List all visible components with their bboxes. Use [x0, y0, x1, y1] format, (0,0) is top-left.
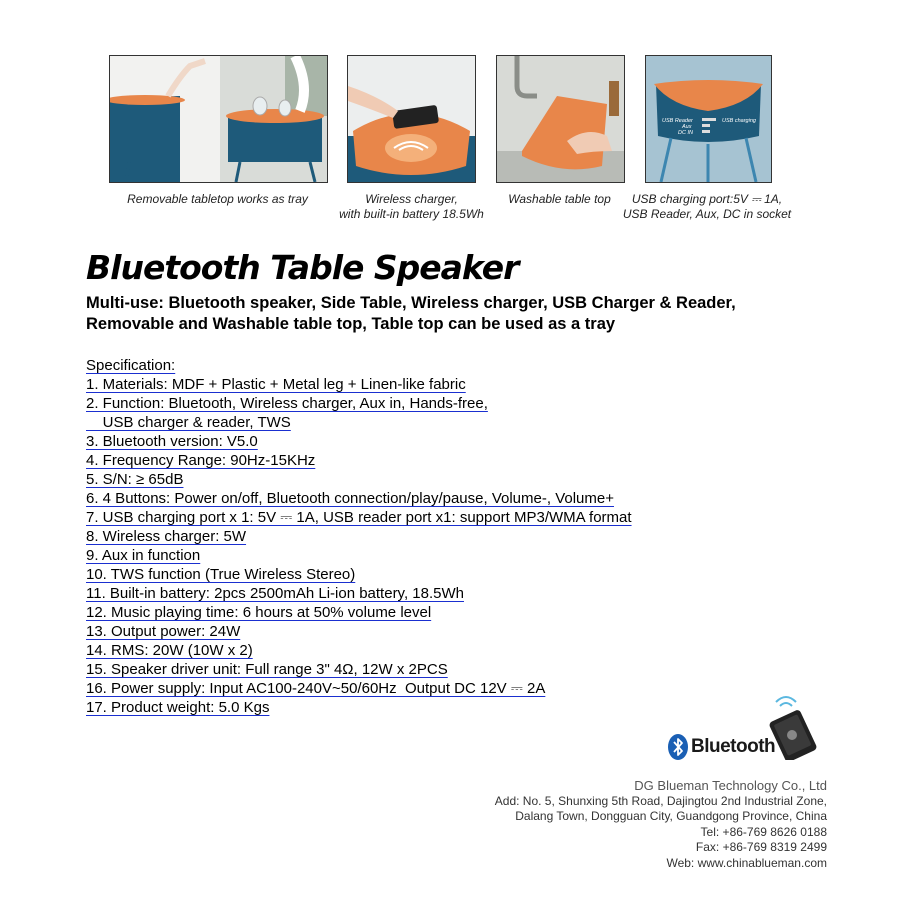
company-name: DG Blueman Technology Co., Ltd [634, 778, 827, 793]
spec-item: 2. Function: Bluetooth, Wireless charger, Aux in, Hands-free, [86, 395, 488, 412]
spec-item: 12. Music playing time: 6 hours at 50% volume level [86, 604, 432, 621]
photo-usb-ports [645, 55, 772, 183]
spec-item: 10. TWS function (True Wireless Stereo) [86, 566, 356, 583]
smartphone-music-icon [768, 690, 828, 760]
specification-list [86, 356, 686, 717]
bluetooth-wordmark: Bluetooth [691, 736, 776, 757]
spec-item: 11. Built-in battery: 2pcs 2500mAh Li-ion battery, 18.5Wh [86, 585, 464, 602]
page-subtitle: Multi-use: Bluetooth speaker, Side Table, Wireless charger, USB Charger & Reader, Removable and Washable table top, Table top can be used as a tray [86, 294, 736, 333]
spec-heading: Specification: [86, 357, 176, 374]
caption-washable-top: Washable table top [508, 192, 611, 206]
usb-reader-label: USB Reader [662, 118, 693, 124]
bluetooth-logo [668, 734, 775, 760]
bluetooth-rune-icon [668, 734, 688, 760]
spec-item: 8. Wireless charger: 5W [86, 528, 247, 545]
spec-item: 16. Power supply: Input AC100-240V~50/60Hz Output DC 12V ⎓ 2A [86, 680, 546, 697]
usb-charging-label: USB charging [722, 118, 756, 124]
spec-item: 14. RMS: 20W (10W x 2) [86, 642, 253, 659]
company-info [495, 778, 827, 871]
dc-in-label: DC IN [678, 130, 693, 136]
caption-wireless-charger: Wireless charger, with built-in battery 18.5Wh [339, 192, 484, 221]
photo-washable-top [496, 55, 625, 183]
spec-item: 17. Product weight: 5.0 Kgs [86, 699, 270, 716]
wireless-charger-illustration [348, 56, 475, 182]
spec-item: 15. Speaker driver unit: Full range 3" 4Ω, 12W x 2PCS [86, 661, 448, 678]
company-web[interactable]: Web: www.chinablueman.com [666, 855, 827, 870]
company-address-line1: Add: No. 5, Shunxing 5th Road, Dajingtou 2nd Industrial Zone, [494, 793, 827, 808]
photo-wireless-charger [347, 55, 476, 183]
washable-top-illustration [497, 56, 624, 182]
tray-usage-illustration [110, 56, 327, 182]
usb-ports-illustration [646, 56, 771, 182]
spec-item: 3. Bluetooth version: V5.0 [86, 433, 258, 450]
spec-item: USB charger & reader, TWS [86, 414, 291, 431]
spec-item: 9. Aux in function [86, 547, 201, 564]
company-tel: Tel: +86-769 8626 0188 [700, 824, 827, 839]
spec-item: 7. USB charging port x 1: 5V ⎓ 1A, USB reader port x1: support MP3/WMA format [86, 509, 632, 526]
spec-item: 4. Frequency Range: 90Hz-15KHz [86, 452, 316, 469]
spec-item: 6. 4 Buttons: Power on/off, Bluetooth connection/play/pause, Volume-, Volume+ [86, 490, 614, 507]
company-address-line2: Dalang Town, Dongguan City, Guandgong Province, China [515, 809, 827, 823]
spec-item: 5. S/N: ≥ 65dB [86, 471, 184, 488]
company-fax: Fax: +86-769 8319 2499 [695, 840, 827, 854]
page-title: Bluetooth Table Speaker [86, 248, 519, 287]
caption-usb-port: USB charging port:5V ⎓ 1A, USB Reader, Aux, DC in socket [622, 192, 792, 221]
spec-item: 1. Materials: MDF + Plastic + Metal leg + Linen-like fabric [86, 376, 466, 393]
spec-item: 13. Output power: 24W [86, 623, 241, 640]
aux-label: Aux [682, 124, 692, 130]
photo-tray-usage [109, 55, 328, 183]
caption-tray: Removable tabletop works as tray [127, 192, 308, 206]
